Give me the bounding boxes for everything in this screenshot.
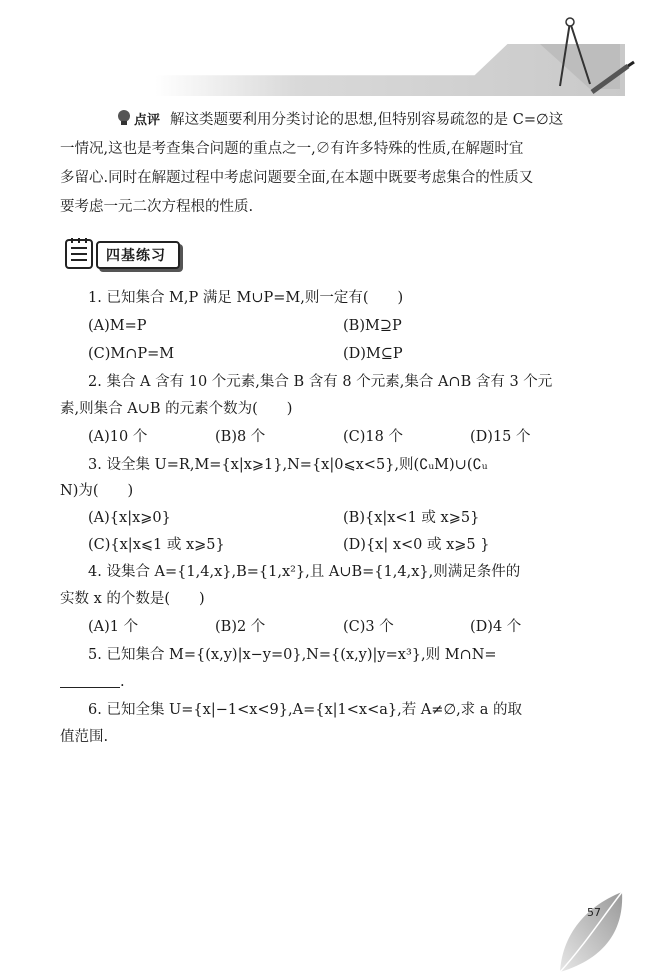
comment-line-2: 一情况,这也是考查集合问题的重点之一,∅有许多特殊的性质,在解题时宜: [60, 141, 524, 157]
comment-line-3: 多留心.同时在解题过程中考虑问题要全面,在本题中既要考虑集合的性质又: [60, 170, 534, 186]
q2-option-b: (B)8 个: [215, 429, 266, 445]
section-tag: [62, 234, 180, 270]
q6-stem-line-2: 值范围.: [60, 729, 109, 745]
comment-label-text: 点评: [134, 113, 161, 128]
q5-answer-line: [60, 672, 125, 692]
q2-option-c: (C)18 个: [343, 429, 403, 445]
comment-label: [88, 106, 160, 135]
q1-option-d: (D)M⊆P: [343, 346, 403, 362]
q1-option-c: (C)M∩P=M: [88, 346, 175, 362]
q5-stem-line-1: 5. 已知集合 M={(x,y)|x−y=0},N={(x,y)|y=x³},则 M∩N=: [88, 647, 497, 663]
q2-option-a: (A)10 个: [88, 429, 148, 445]
section-title-box: [96, 241, 180, 269]
comment-paragraph: [60, 106, 605, 222]
q1-option-a: (A)M=P: [88, 318, 147, 334]
q3-stem-line-2: N)为( ): [60, 483, 134, 499]
notepad-icon: [62, 236, 98, 272]
q4-stem-line-1: 4. 设集合 A={1,4,x},B={1,x²},且 A∪B={1,4,x},则满足条件的: [88, 564, 521, 580]
q3-stem-line-1: 3. 设全集 U=R,M={x|x⩾1},N={x|0⩽x<5},则(∁ᵤM)∪(∁ᵤ: [88, 457, 488, 473]
leaf-icon: [552, 888, 632, 973]
q2-stem-line-1: 2. 集合 A 含有 10 个元素,集合 B 含有 8 个元素,集合 A∩B 含有 3 个元: [88, 374, 553, 390]
page-number: 57: [587, 906, 601, 919]
q4-option-a: (A)1 个: [88, 619, 139, 635]
q1-option-b: (B)M⊇P: [343, 318, 402, 334]
lightbulb-icon: [116, 109, 132, 127]
q6-stem-line-1: 6. 已知全集 U={x|−1<x<9},A={x|1<x<a},若 A≠∅,求 a 的取: [88, 702, 523, 718]
q4-option-b: (B)2 个: [215, 619, 266, 635]
q4-option-d: (D)4 个: [470, 619, 522, 635]
q3-option-b: (B){x|x<1 或 x⩾5}: [343, 510, 480, 526]
q4-option-c: (C)3 个: [343, 619, 394, 635]
q3-option-c: (C){x|x⩽1 或 x⩾5}: [88, 537, 225, 553]
q3-option-a: (A){x|x⩾0}: [88, 510, 171, 526]
compass-ruler-icon: [520, 14, 640, 104]
q5-blank[interactable]: [60, 673, 120, 688]
section-title: 四基练习: [106, 248, 166, 264]
comment-line-1: 解这类题要利用分类讨论的思想,但特别容易疏忽的是 C=∅这: [170, 112, 564, 128]
q3-option-d: (D){x| x<0 或 x⩾5 }: [343, 537, 490, 553]
q4-stem-line-2: 实数 x 的个数是( ): [60, 591, 205, 607]
q1-stem: 1. 已知集合 M,P 满足 M∪P=M,则一定有( ): [88, 290, 404, 306]
q2-stem-line-2: 素,则集合 A∪B 的元素个数为( ): [60, 401, 293, 417]
q2-option-d: (D)15 个: [470, 429, 531, 445]
comment-line-4: 要考虑一元二次方程根的性质.: [60, 199, 254, 215]
q5-stem-end: .: [120, 674, 125, 690]
